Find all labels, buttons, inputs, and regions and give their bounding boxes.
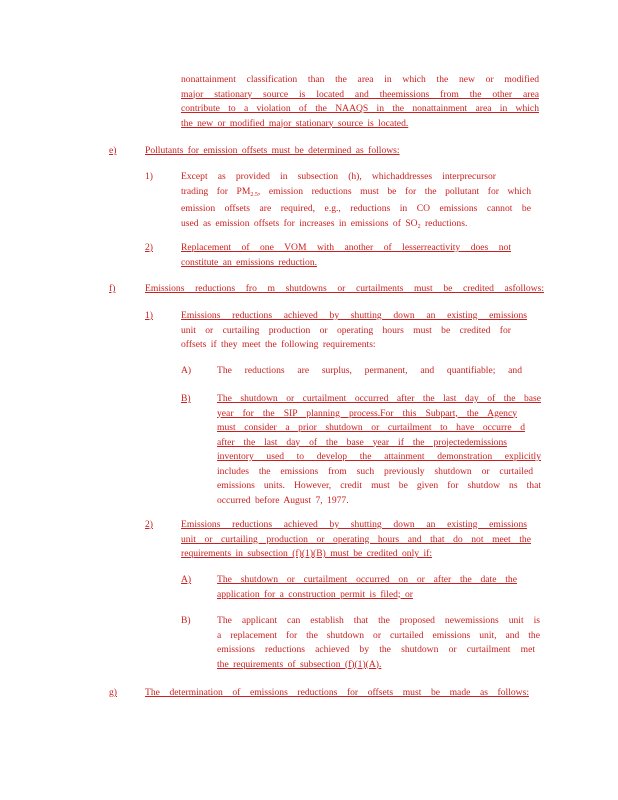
item-marker-e1: 1) [145, 171, 153, 182]
item-marker-e2: 2) [145, 242, 153, 253]
subitem-marker-f2b: B) [181, 615, 191, 626]
item-marker-f1: 1) [145, 310, 153, 321]
text-line: the new or modified major stationary source is located. [181, 117, 409, 129]
top-paragraph [181, 73, 539, 131]
text-line: major stationary source is located and theemissions from the other area [181, 88, 539, 100]
section-marker-g: g) [109, 687, 117, 698]
section-e-heading: Pollutants for emission offsets must be determined as follows: [145, 145, 400, 156]
text-line: nonattainment classification than the area in which the new or modified [181, 74, 539, 85]
section-f2-text: Emissions reductions achieved by shutting down an existing emissions unit or curtailing production or operating hours and that do not meet the requirements in subsection (f)(1)(B) must be credited only if: [181, 519, 531, 559]
section-e2-text: Replacement of one VOM with another of lesserreactivity does not constitute an emissions reduction. [181, 242, 511, 268]
subitem-marker-f1b: B) [181, 393, 191, 404]
section-marker-e: e) [109, 145, 117, 156]
section-f2b-text: The applicant can establish that the proposed newemissions unit is a replacement for the shutdown or curtailed emissions unit, and the emissions reductions achieved by the shutdown or curtailment met the requirements of subsection (f)(1)(A). [217, 615, 540, 670]
section-f2a-text: The shutdown or curtailment occurred on or after the date the application for a construction permit is filed; or [217, 574, 517, 600]
section-marker-f: f) [109, 283, 116, 294]
section-e1-text: Except as provided in subsection (h), whichaddresses interprecursor trading for $PM_{2.5}$, emission reductions must be for the pollutant for which emission offsets are required, e.g., reductions in CO emissions cannot be used as emission offsets for increases in emissions of $SO_2$ reductions. [181, 171, 531, 230]
section-f-heading: Emissions reductions fro m shutdowns or curtailments must be credited asfollows: [145, 283, 544, 294]
item-marker-f2: 2) [145, 519, 153, 530]
subitem-marker-f1a: A) [181, 365, 192, 376]
section-f1b-text: The shutdown or curtailment occurred after the last day of the base year for the SIP planning process.For this Subpart, the Agency must consider a prior shutdown or curtailment to have occurre d after the last day of the base year if the projectedemissions inventory used to develop the attainment demonstration explicitly includes the emissions from such previously shutdown or curtailed emissions units. However, credit must be given for shutdow ns that occurred before August 7, 1977. [217, 393, 541, 506]
subitem-marker-f2a: A) [181, 574, 192, 585]
section-g-heading: The determination of emissions reductions for offsets must be made as follows: [145, 687, 529, 698]
section-f1-text: Emissions reductions achieved by shutting down an existing emissions unit or curtailing production or operating hours must be credited for offsets if they meet the following requirements: [181, 310, 527, 350]
section-f1a-text: The reductions are surplus, permanent, and quantifiable; and [217, 365, 522, 376]
text-line: contribute to a violation of the NAAQS in the nonattainment area in which [181, 103, 539, 114]
